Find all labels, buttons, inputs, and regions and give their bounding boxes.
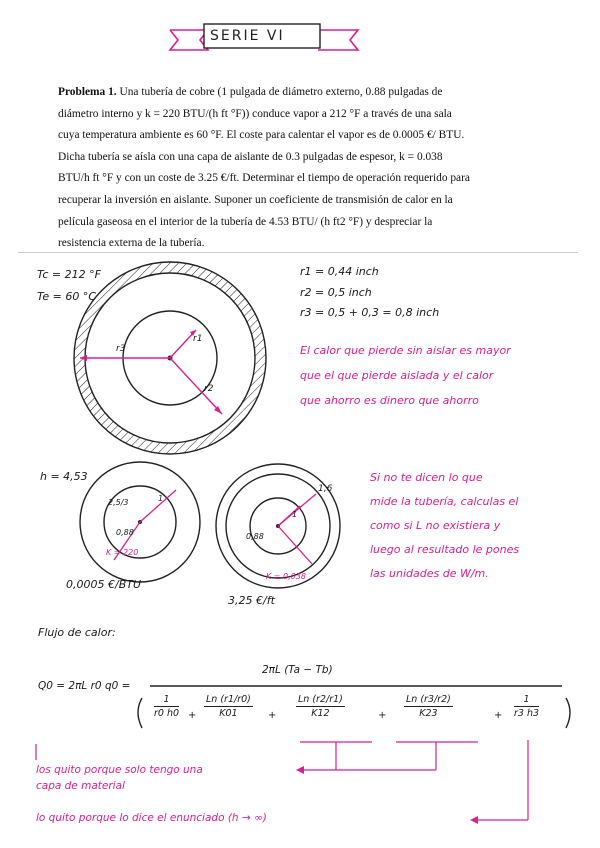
small-label: K = 220	[106, 548, 139, 557]
formula-term	[154, 694, 179, 719]
problem-line: BTU/h ft °F y con un coste de 3.25 €/ft. Determinar el tiempo de operación requerido para	[58, 172, 470, 185]
note-line: Si no te dicen lo que	[370, 471, 483, 484]
problem-line: resistencia externa de la tubería.	[58, 237, 205, 250]
note-line: los quito porque solo tengo una	[36, 764, 203, 776]
term-denominator: K23	[419, 708, 438, 719]
problem-line: diámetro interno y k = 220 BTU/(h ft °F)) conduce vapor a 212 °F a través de una sala	[58, 107, 452, 120]
small-label: 2,5/3	[108, 498, 129, 507]
formula-term	[404, 694, 453, 719]
term-denominator: r0 h0	[154, 708, 180, 719]
problem-line: película gaseosa en el interior de la tubería de 4.53 BTU/ (h ft2 °F) y despreciar la	[58, 215, 433, 228]
h-value: h = 4,53	[40, 470, 88, 483]
note-line: que ahorro es dinero que ahorro	[300, 394, 479, 407]
svg-text:+: +	[268, 710, 277, 721]
svg-text:+: +	[378, 710, 387, 721]
heat-flow-heading: Flujo de calor:	[38, 626, 116, 639]
small-label: 0,88	[246, 532, 264, 541]
cost-per-ft: 3,25 €/ft	[228, 594, 275, 607]
radius-r3: r3 = 0,5 + 0,3 = 0,8 inch	[300, 306, 440, 319]
banner-title: SERIE VI	[210, 28, 285, 44]
term-numerator: 1	[514, 694, 539, 707]
radius-label-r1: r1	[193, 334, 203, 344]
radius-r1: r1 = 0,44 inch	[300, 265, 379, 278]
small-label: 1,6	[318, 484, 333, 494]
remove-terms-note	[36, 762, 203, 794]
problem-label: Problema 1.	[58, 86, 117, 98]
small-label: K = 0,038	[266, 572, 306, 581]
note-line: mide la tubería, calculas el	[370, 495, 519, 508]
radius-r2: r2 = 0,5 inch	[300, 286, 372, 299]
term-numerator: Ln (r2/r1)	[298, 694, 343, 705]
formula-term	[204, 694, 253, 719]
term-denominator: r3 h3	[514, 708, 540, 719]
formula-lhs: Q0 = 2πL r0 q0 =	[38, 680, 131, 692]
note-line: capa de material	[36, 780, 125, 792]
formula-term	[296, 694, 345, 719]
problem-line: recuperar la inversión en aislante. Suponer un coeficiente de transmisión de calor en la	[58, 193, 453, 206]
cost-per-btu: 0,0005 €/BTU	[66, 578, 142, 591]
remove-external-term-note: lo quito porque lo dice el enunciado (h → ∞)	[36, 812, 267, 824]
small-label: 1	[292, 510, 298, 519]
note-line: como si L no existiera y	[370, 519, 501, 532]
term-numerator: Ln (r3/r2)	[406, 694, 451, 705]
term-denominator: K01	[219, 708, 238, 719]
note-line: El calor que pierde sin aislar es mayor	[300, 344, 511, 357]
problem-line: Una tubería de cobre (1 pulgada de diámetro externo, 0.88 pulgadas de	[119, 86, 443, 98]
note-line: que el que pierde aislada y el calor	[300, 369, 494, 382]
small-label: 1	[158, 494, 164, 503]
ambient-temperature: Te = 60 °C	[37, 290, 97, 303]
note-line: las unidades de W/m.	[370, 567, 489, 580]
radius-label-r3: r3	[116, 344, 126, 354]
small-label: 0,88	[116, 528, 134, 537]
term-denominator: K12	[311, 708, 330, 719]
radius-label-r2: r2	[204, 384, 214, 394]
note-line: luego al resultado le pones	[370, 543, 520, 556]
problem-line: Dicha tubería se aísla con una capa de aislante de 0.3 pulgadas de espesor, k = 0.038	[58, 150, 443, 163]
term-numerator: Ln (r1/r0)	[206, 694, 251, 705]
svg-text:+: +	[494, 710, 503, 721]
problem-line: cuya temperatura ambiente es 60 °F. El coste para calentar el vapor es de 0.0005 €/ BTU.	[58, 129, 465, 142]
steam-temperature: Tc = 212 °F	[37, 268, 101, 281]
term-numerator: 1	[154, 694, 179, 707]
svg-text:+: +	[188, 710, 197, 721]
formula-numerator: 2πL (Ta − Tb)	[262, 664, 333, 676]
formula-term	[514, 694, 539, 719]
